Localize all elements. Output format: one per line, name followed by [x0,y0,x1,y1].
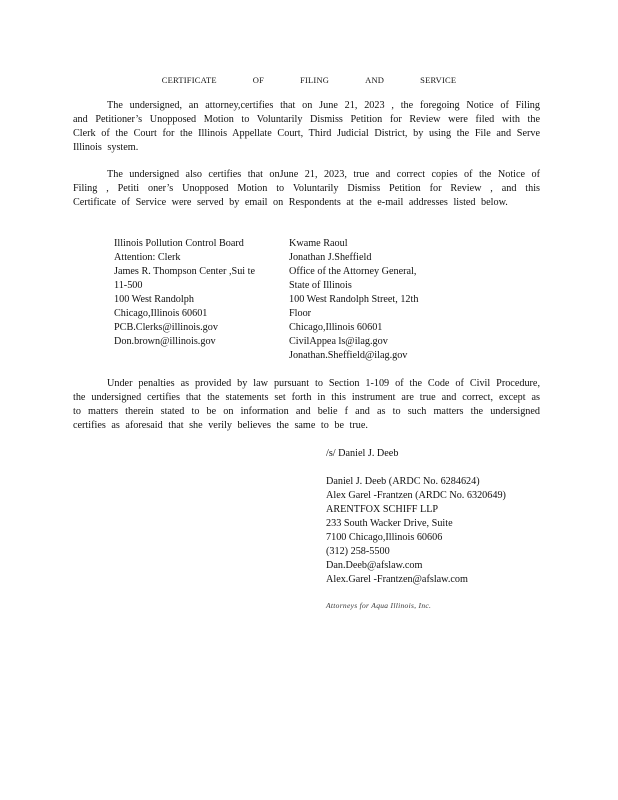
address-line: Chicago,Illinois 60601 [114,308,208,319]
address-line: 100 West Randolph Street, 12th [289,294,419,305]
address-line: Kwame Raoul [289,238,348,249]
address-line: State of Illinois [289,280,352,291]
email-line: CivilAppea ls@ilag.gov [289,336,388,347]
address-line: Attention: Clerk [114,252,181,263]
address-line: Jonathan J.Sheffield [289,252,372,263]
title-word: FILING [300,75,330,85]
paragraph-text: The undersigned, an attorney,certifies that on June 21, 2023 , the foregoing Notice of Filing and Petitioner’s Unopposed Motion to Voluntarily Dismiss Petition for Review were filed with the Clerk of the Court for the Illinois Appellate Court, Third Judicial District, by using the File and Serve Illinois system. [73,100,540,153]
email-line: PCB.Clerks@illinois.gov [114,322,218,333]
address-line: 11-500 [114,280,143,291]
address-line: Illinois Pollution Control Board [114,238,244,249]
page-title [0,75,618,85]
signature-block [326,475,506,587]
signature-line: 7100 Chicago,Illinois 60606 [326,532,443,543]
penalties-paragraph [73,377,540,433]
electronic-signature: /s/ Daniel J. Deeb [326,448,399,459]
title-word: CERTIFICATE [161,75,217,85]
address-line: 100 West Randolph [114,294,194,305]
signature-line: 233 South Wacker Drive, Suite [326,518,453,529]
email-line: Don.brown@illinois.gov [114,336,216,347]
service-certification-paragraph [73,168,540,210]
service-address-right [289,237,449,363]
title-word: AND [365,75,385,85]
paragraph-text: The undersigned also certifies that onJune 21, 2023, true and correct copies of the Notice of Filing , Petiti oner’s Unopposed Motion to Voluntarily Dismiss Petition for Review , and this Certificate of Service were served by email on Respondents at the e-mail addresses listed below. [73,169,540,208]
title-word: SERVICE [420,75,457,85]
signature-line: Daniel J. Deeb (ARDC No. 6284624) [326,476,480,487]
phone-number: (312) 258-5500 [326,546,390,557]
title-word: OF [252,75,265,85]
email-line: Jonathan.Sheffield@ilag.gov [289,350,408,361]
signature-line: Alex Garel -Frantzen (ARDC No. 6320649) [326,490,506,501]
firm-name: ARENTFOX SCHIFF LLP [326,504,439,515]
address-line: James R. Thompson Center ,Sui te [114,266,256,277]
email-line: Dan.Deeb@afslaw.com [326,560,423,571]
address-line: Chicago,Illinois 60601 [289,322,383,333]
paragraph-text: Under penalties as provided by law pursuant to Section 1-109 of the Code of Civil Procedure, the undersigned certifies that the statements set forth in this instrument are true and correct, except as to matters therein stated to be on information and belie f and as to such matters the undersigned certifies as aforesaid that she verily believes the same to be true. [73,378,540,431]
attorneys-for-line: Attorneys for Aqua Illinois, Inc. [326,601,432,610]
address-line: Office of the Attorney General, [289,266,417,277]
service-address-left [114,237,274,349]
filing-certification-paragraph [73,99,540,155]
email-line: Alex.Garel -Frantzen@afslaw.com [326,574,468,585]
address-line: Floor [289,308,312,319]
